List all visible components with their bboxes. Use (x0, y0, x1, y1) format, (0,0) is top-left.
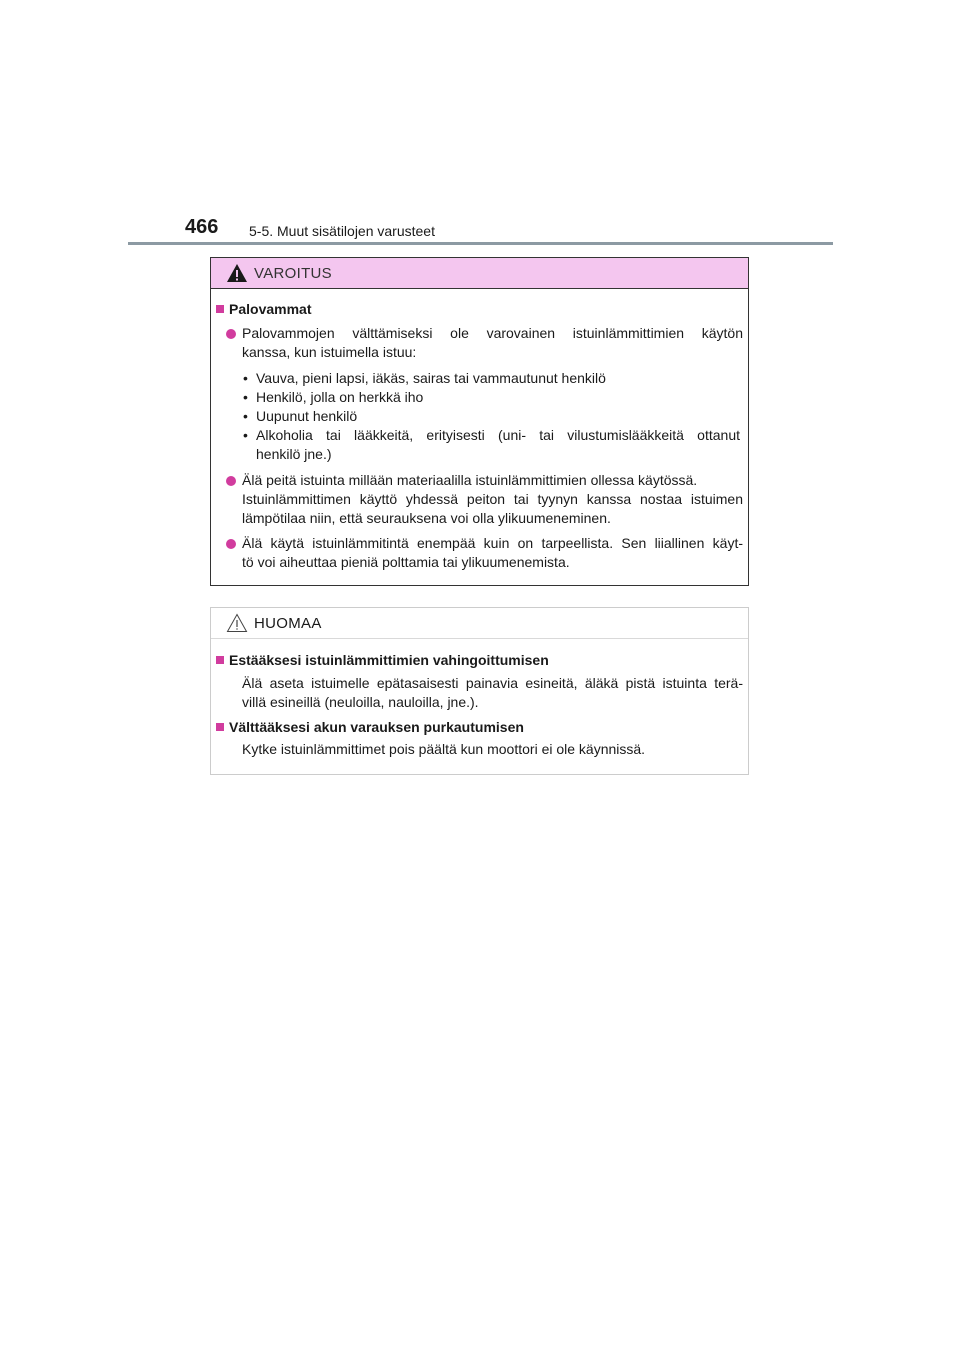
warning-item1-line1: Palovammojen välttämiseksi ole varovainen istuinlämmittimien käytön (242, 325, 743, 341)
square-bullet-icon (216, 723, 224, 731)
square-bullet-icon (216, 305, 224, 313)
round-bullet-icon (226, 329, 236, 339)
notice-label: HUOMAA (254, 615, 322, 632)
warning-label: VAROITUS (254, 265, 332, 282)
notice-header (211, 608, 748, 639)
list-item: Uupunut henkilö (256, 408, 358, 424)
warning-box (210, 257, 749, 586)
warning-item2-line1: Älä peitä istuinta millään materiaalilla istuinlämmittimien ollessa käytössä. (242, 472, 698, 488)
list-bullet: • (243, 370, 248, 386)
notice-box (210, 607, 749, 775)
list-bullet: • (243, 427, 248, 443)
notice-heading-1: Estääksesi istuinlämmittimien vahingoittumisen (229, 652, 549, 668)
warning-item3-line2: tö voi aiheuttaa pieniä polttamia tai ylikuumenemista. (242, 554, 570, 570)
round-bullet-icon (226, 476, 236, 486)
caution-triangle-icon (226, 613, 248, 633)
warning-header (211, 258, 748, 289)
square-bullet-icon (216, 656, 224, 664)
notice-text1-line2: villä esineillä (neuloilla, nauloilla, jne.). (242, 694, 479, 710)
page-number: 466 (185, 216, 219, 238)
notice-heading-2: Välttääksesi akun varauksen purkautumisen (229, 719, 524, 735)
header-divider (128, 242, 833, 245)
round-bullet-icon (226, 539, 236, 549)
warning-item2-line2: Istuinlämmittimen käyttö yhdessä peiton tai tyynyn kanssa nostaa istuimen (242, 491, 743, 507)
list-item: Vauva, pieni lapsi, iäkäs, sairas tai vammautunut henkilö (256, 370, 606, 386)
warning-item2-line3: lämpötilaa niin, että seurauksena voi olla ylikuumeneminen. (242, 510, 611, 526)
warning-item1-line2: kanssa, kun istuimella istuu: (242, 344, 417, 360)
list-bullet: • (243, 408, 248, 424)
warning-item3-line1: Älä käytä istuinlämmitintä enempää kuin on tarpeellista. Sen liiallinen käyt- (242, 535, 743, 551)
notice-text2-line1: Kytke istuinlämmittimet pois päältä kun moottori ei ole käynnissä. (242, 741, 646, 757)
list-item-continuation: henkilö jne.) (256, 446, 332, 462)
section-title: 5-5. Muut sisätilojen varusteet (249, 223, 435, 239)
list-item: Henkilö, jolla on herkkä iho (256, 389, 424, 405)
list-bullet: • (243, 389, 248, 405)
list-item: Alkoholia tai lääkkeitä, erityisesti (uni- tai vilustumislääkkeitä ottanut (256, 427, 740, 443)
warning-triangle-icon (226, 263, 248, 283)
notice-text1-line1: Älä aseta istuimelle epätasaisesti painavia esineitä, äläkä pistä istuinta terä- (242, 675, 743, 691)
warning-heading: Palovammat (229, 301, 312, 317)
